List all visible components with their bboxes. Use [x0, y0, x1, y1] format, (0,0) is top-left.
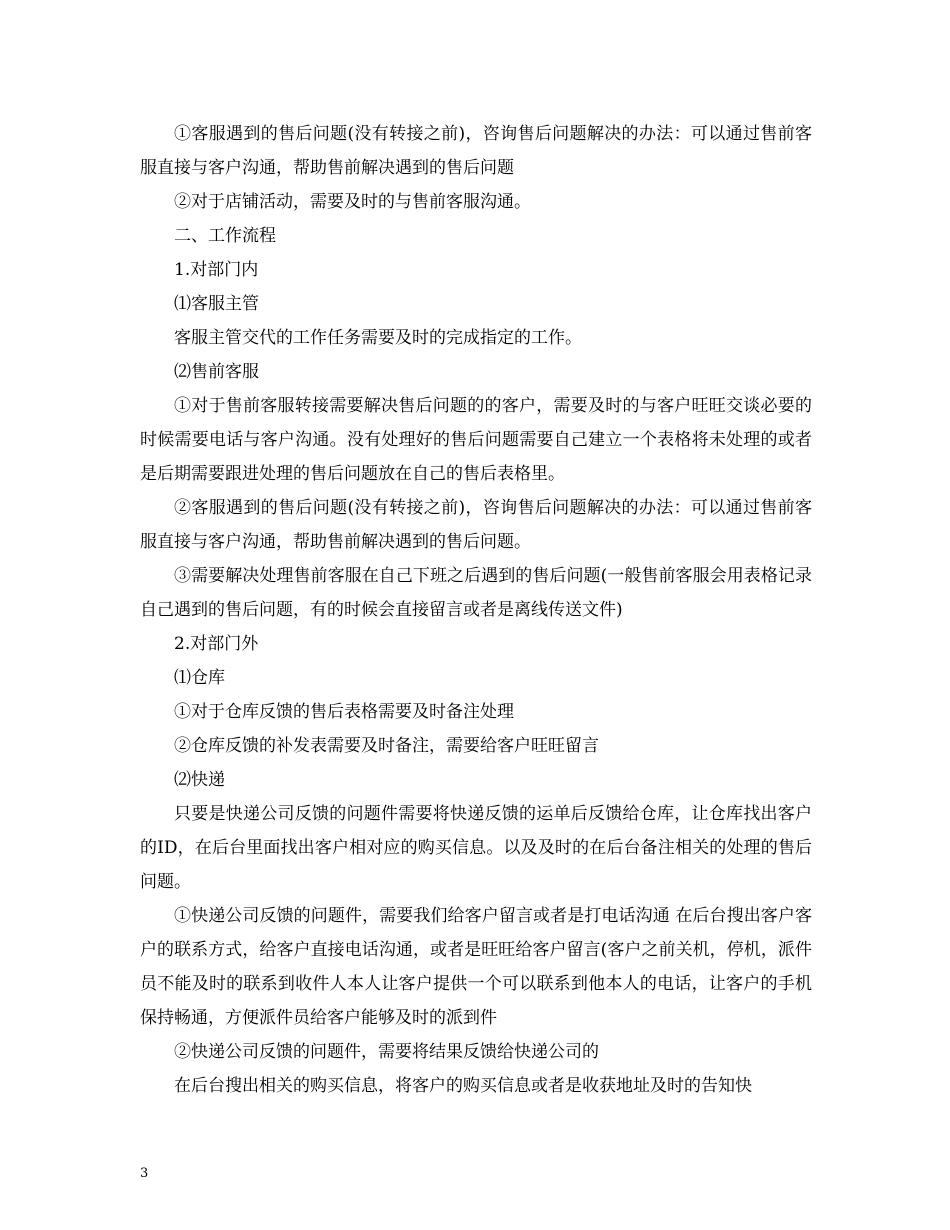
item-heading: ⑵快递 [174, 770, 225, 790]
paragraph: ②仓库反馈的补发表需要及时备注，需要给客户旺旺留言 [174, 736, 599, 756]
paragraph: ①客服遇到的售后问题(没有转接之前)，咨询售后问题解决的办法：可以通过售前客服直接与客户沟通，帮助售前解决遇到的售后问题 [140, 124, 812, 178]
section-heading: 二、工作流程 [174, 226, 276, 246]
item-heading: ⑵售前客服 [174, 362, 259, 382]
item-heading: ⑴客服主管 [174, 294, 259, 314]
paragraph: ①快递公司反馈的问题件，需要我们给客户留言或者是打电话沟通 在后台搜出客户客户的联系方式，给客户直接电话沟通，或者是旺旺给客户留言(客户之前关机，停机，派件员不能及时的联系到收件人本人让客户提供一个可以联系到他本人的电话，让客户的手机保持畅通，方便派件员给客户能够及时的派到件 [140, 906, 812, 1028]
paragraph: ②客服遇到的售后问题(没有转接之前)，咨询售后问题解决的办法：可以通过售前客服直接与客户沟通，帮助售前解决遇到的售后问题。 [140, 498, 812, 552]
paragraph: 只要是快递公司反馈的问题件需要将快递反馈的运单后反馈给仓库，让仓库找出客户的ID，在后台里面找出客户相对应的购买信息。以及及时的在后台备注相关的处理的售后问题。 [140, 804, 812, 892]
item-heading: ⑴仓库 [174, 668, 225, 688]
paragraph: ①对于售前客服转接需要解决售后问题的的客户，需要及时的与客户旺旺交谈必要的时候需要电话与客户沟通。没有处理好的售后问题需要自己建立一个表格将未处理的或者是后期需要跟进处理的售后问题放在自己的售后表格里。 [140, 396, 812, 484]
paragraph: 客服主管交代的工作任务需要及时的完成指定的工作。 [174, 328, 582, 348]
document-body [140, 117, 812, 1103]
subsection-heading: 1.对部门内 [174, 260, 259, 280]
paragraph: ②快递公司反馈的问题件，需要将结果反馈给快递公司的 [174, 1042, 599, 1062]
page-number: 3 [140, 1166, 149, 1181]
paragraph: 在后台搜出相关的购买信息，将客户的购买信息或者是收获地址及时的告知快 [174, 1076, 752, 1096]
paragraph: ②对于店铺活动，需要及时的与售前客服沟通。 [174, 192, 531, 212]
paragraph: ①对于仓库反馈的售后表格需要及时备注处理 [174, 702, 514, 722]
subsection-heading: 2.对部门外 [174, 634, 259, 654]
paragraph: ③需要解决处理售前客服在自己下班之后遇到的售后问题(一般售前客服会用表格记录自己遇到的售后问题，有的时候会直接留言或者是离线传送文件) [140, 566, 812, 620]
